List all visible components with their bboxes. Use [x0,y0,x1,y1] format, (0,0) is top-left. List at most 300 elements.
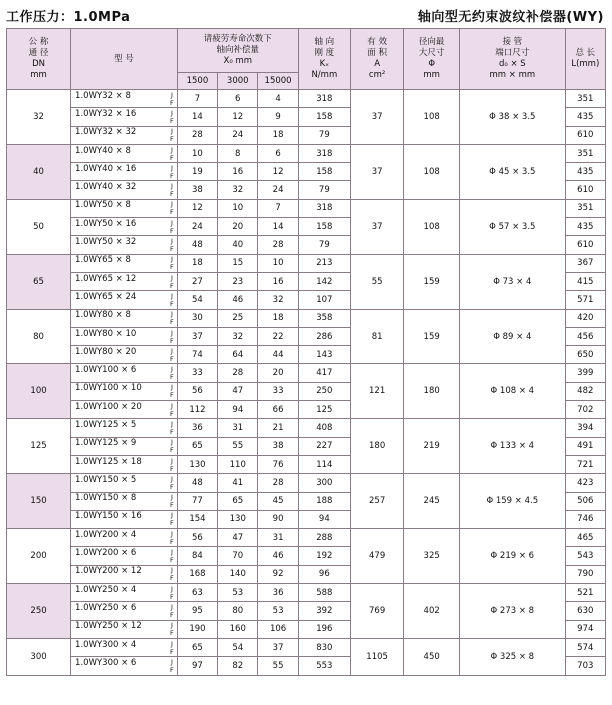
jf-marker-bottom: F [170,556,174,565]
jf-marker-top: J [170,548,173,557]
effective-area-cell: 121 [350,364,403,419]
model-label: 1.0WY80 × 8 [75,310,131,321]
model-cell [71,291,178,309]
jf-marker-top: J [170,621,173,630]
compensation-1500-cell: 112 [177,401,217,419]
effective-area-cell: 1105 [350,638,403,675]
model-label: 1.0WY32 × 16 [75,108,137,119]
compensation-15000-cell: 18 [258,126,298,144]
compensation-1500-cell: 18 [177,254,217,272]
compensation-1500-cell: 190 [177,620,217,638]
compensation-3000-cell: 94 [218,401,258,419]
total-length-cell: 610 [565,126,605,144]
compensation-3000-cell: 32 [218,181,258,199]
model-cell [71,657,178,675]
model-cell [71,364,178,382]
nominal-diameter-cell: 250 [7,584,71,639]
jf-marker [170,255,177,271]
axial-stiffness-cell: 288 [298,529,350,547]
jf-marker [170,457,177,473]
jf-marker-bottom: F [170,574,174,583]
total-length-cell: 399 [565,364,605,382]
table-row [7,638,606,656]
compensation-3000-cell: 24 [218,126,258,144]
radial-size-cell: 402 [404,584,460,639]
compensation-15000-cell: 10 [258,254,298,272]
jf-marker-bottom: F [170,482,174,491]
header-pipe-line: 接 管 [502,37,523,47]
model-label: 1.0WY250 × 6 [75,602,137,613]
jf-marker-bottom: F [170,116,174,125]
jf-marker-top: J [170,474,173,483]
model-cell [71,565,178,583]
jf-marker-top: J [170,200,173,209]
header-length-line: L(mm) [571,59,600,69]
compensation-1500-cell: 38 [177,181,217,199]
compensation-3000-cell: 8 [218,144,258,162]
model-cell [71,455,178,473]
total-length-cell: 351 [565,90,605,108]
jf-marker [170,585,177,601]
effective-area-cell: 81 [350,309,403,364]
nominal-diameter-cell: 32 [7,90,71,145]
compensation-15000-cell: 24 [258,181,298,199]
header-cycles-15000: 15000 [258,73,298,90]
model-cell [71,584,178,602]
compensation-15000-cell: 36 [258,584,298,602]
axial-stiffness-cell: 830 [298,638,350,656]
model-label: 1.0WY80 × 20 [75,346,137,357]
model-label: 1.0WY200 × 6 [75,548,137,559]
pipe-end-size-cell: Φ 133 × 4 [460,419,566,474]
compensation-15000-cell: 55 [258,657,298,675]
jf-marker-bottom: F [170,665,174,674]
jf-marker [170,658,177,674]
jf-marker-top: J [170,346,173,355]
compensation-15000-cell: 90 [258,510,298,528]
table-row [7,529,606,547]
compensation-3000-cell: 23 [218,272,258,290]
compensation-3000-cell: 46 [218,291,258,309]
compensation-3000-cell: 160 [218,620,258,638]
compensation-15000-cell: 20 [258,364,298,382]
total-length-cell: 610 [565,181,605,199]
total-length-cell: 521 [565,584,605,602]
jf-marker-top: J [170,602,173,611]
model-cell [71,272,178,290]
model-cell [71,199,178,217]
model-cell [71,419,178,437]
model-label: 1.0WY125 × 5 [75,419,137,430]
axial-stiffness-cell: 158 [298,218,350,236]
compensation-3000-cell: 82 [218,657,258,675]
compensation-1500-cell: 7 [177,90,217,108]
model-cell [71,602,178,620]
pipe-end-size-cell: Φ 45 × 3.5 [460,144,566,199]
compensation-15000-cell: 12 [258,163,298,181]
header-fatigue-line: 轴向补偿量 [216,45,260,55]
product-series-title: 轴向型无约束波纹补偿器(WY) [417,10,604,25]
axial-stiffness-cell: 286 [298,327,350,345]
jf-marker-top: J [170,566,173,575]
jf-marker-top: J [170,218,173,227]
jf-marker [170,548,177,564]
header-length-line: 总 长 [575,48,596,58]
radial-size-cell: 180 [404,364,460,419]
effective-area-cell: 257 [350,474,403,529]
model-label: 1.0WY125 × 9 [75,438,137,449]
jf-marker-bottom: F [170,446,174,455]
header-radial-line: 大尺寸 [418,48,445,58]
total-length-cell: 491 [565,437,605,455]
jf-marker-bottom: F [170,263,174,272]
jf-marker [170,91,177,107]
jf-marker-top: J [170,438,173,447]
compensation-15000-cell: 6 [258,144,298,162]
header-stiffness-line: N/mm [311,70,338,80]
jf-marker-top: J [170,419,173,428]
total-length-cell: 351 [565,199,605,217]
jf-marker [170,219,177,235]
axial-stiffness-cell: 158 [298,163,350,181]
jf-marker-top: J [170,108,173,117]
compensation-1500-cell: 65 [177,638,217,656]
table-row [7,419,606,437]
model-cell [71,437,178,455]
jf-marker [170,420,177,436]
axial-stiffness-cell: 79 [298,236,350,254]
compensation-15000-cell: 33 [258,382,298,400]
compensation-1500-cell: 10 [177,144,217,162]
jf-marker-bottom: F [170,299,174,308]
jf-marker-top: J [170,328,173,337]
header-radial-line: Φ [428,59,436,69]
model-label: 1.0WY250 × 12 [75,621,142,632]
model-cell [71,90,178,108]
model-cell [71,547,178,565]
axial-stiffness-cell: 196 [298,620,350,638]
jf-marker [170,475,177,491]
model-label: 1.0WY40 × 32 [75,182,137,193]
table-row [7,474,606,492]
jf-marker-bottom: F [170,135,174,144]
compensation-1500-cell: 19 [177,163,217,181]
compensation-3000-cell: 28 [218,364,258,382]
jf-marker-bottom: F [170,409,174,418]
total-length-cell: 415 [565,272,605,290]
model-cell [71,346,178,364]
jf-marker [170,347,177,363]
compensation-3000-cell: 80 [218,602,258,620]
jf-marker-top: J [170,365,173,374]
axial-stiffness-cell: 318 [298,90,350,108]
axial-stiffness-cell: 213 [298,254,350,272]
radial-size-cell: 108 [404,199,460,254]
axial-stiffness-cell: 96 [298,565,350,583]
jf-marker-bottom: F [170,519,174,528]
compensation-1500-cell: 12 [177,199,217,217]
model-label: 1.0WY50 × 16 [75,218,137,229]
nominal-diameter-cell: 150 [7,474,71,529]
pipe-end-size-cell: Φ 219 × 6 [460,529,566,584]
jf-marker [170,621,177,637]
compensation-3000-cell: 15 [218,254,258,272]
jf-marker-top: J [170,182,173,191]
compensation-3000-cell: 20 [218,218,258,236]
compensation-1500-cell: 27 [177,272,217,290]
total-length-cell: 543 [565,547,605,565]
header-dn-line: 通 径 [28,48,49,58]
header-radial [404,29,460,90]
model-label: 1.0WY200 × 4 [75,529,137,540]
axial-stiffness-cell: 300 [298,474,350,492]
model-label: 1.0WY125 × 18 [75,456,142,467]
model-cell [71,309,178,327]
header-area-line: cm² [368,70,386,80]
pipe-end-size-cell: Φ 73 × 4 [460,254,566,309]
nominal-diameter-cell: 100 [7,364,71,419]
compensation-3000-cell: 65 [218,492,258,510]
compensation-15000-cell: 14 [258,218,298,236]
effective-area-cell: 37 [350,144,403,199]
model-label: 1.0WY80 × 10 [75,328,137,339]
compensation-15000-cell: 21 [258,419,298,437]
compensation-1500-cell: 77 [177,492,217,510]
radial-size-cell: 450 [404,638,460,675]
jf-marker-top: J [170,163,173,172]
model-label: 1.0WY250 × 4 [75,584,137,595]
compensation-3000-cell: 47 [218,382,258,400]
header-dn-line: DN [32,59,45,69]
model-label: 1.0WY100 × 20 [75,401,142,412]
header-cycles-1500: 1500 [177,73,217,90]
header-dn-line: 公 称 [28,37,49,47]
jf-marker [170,566,177,582]
specification-table-body [7,90,606,676]
total-length-cell: 482 [565,382,605,400]
jf-marker-top: J [170,383,173,392]
compensation-15000-cell: 22 [258,327,298,345]
compensation-3000-cell: 140 [218,565,258,583]
model-cell [71,144,178,162]
header-pipe-line: mm × mm [489,70,536,80]
compensation-1500-cell: 74 [177,346,217,364]
compensation-15000-cell: 4 [258,90,298,108]
jf-marker-bottom: F [170,208,174,217]
header-pipe [460,29,566,90]
axial-stiffness-cell: 94 [298,510,350,528]
compensation-15000-cell: 31 [258,529,298,547]
jf-marker [170,329,177,345]
compensation-1500-cell: 48 [177,474,217,492]
axial-stiffness-cell: 417 [298,364,350,382]
jf-marker-top: J [170,511,173,520]
effective-area-cell: 479 [350,529,403,584]
axial-stiffness-cell: 142 [298,272,350,290]
pipe-end-size-cell: Φ 108 × 4 [460,364,566,419]
model-cell [71,254,178,272]
compensation-3000-cell: 47 [218,529,258,547]
compensation-1500-cell: 28 [177,126,217,144]
jf-marker [170,493,177,509]
radial-size-cell: 108 [404,90,460,145]
header-radial-line: mm [423,70,440,80]
axial-stiffness-cell: 79 [298,126,350,144]
compensation-3000-cell: 130 [218,510,258,528]
specification-table [6,28,606,676]
model-label: 1.0WY65 × 8 [75,255,131,266]
total-length-cell: 423 [565,474,605,492]
model-label: 1.0WY32 × 32 [75,127,137,138]
compensation-1500-cell: 65 [177,437,217,455]
model-cell [71,163,178,181]
compensation-15000-cell: 76 [258,455,298,473]
radial-size-cell: 159 [404,309,460,364]
model-label: 1.0WY200 × 12 [75,566,142,577]
jf-marker-bottom: F [170,464,174,473]
compensation-3000-cell: 6 [218,90,258,108]
jf-marker-bottom: F [170,373,174,382]
total-length-cell: 435 [565,218,605,236]
model-cell [71,236,178,254]
model-label: 1.0WY65 × 24 [75,291,137,302]
jf-marker [170,530,177,546]
model-label: 1.0WY150 × 16 [75,511,142,522]
model-label: 1.0WY150 × 5 [75,474,137,485]
total-length-cell: 456 [565,327,605,345]
model-cell [71,529,178,547]
jf-marker-top: J [170,584,173,593]
compensation-3000-cell: 31 [218,419,258,437]
jf-marker [170,603,177,619]
working-pressure-title: 工作压力：1.0MPa [6,10,131,25]
compensation-15000-cell: 18 [258,309,298,327]
compensation-1500-cell: 168 [177,565,217,583]
jf-marker [170,109,177,125]
axial-stiffness-cell: 250 [298,382,350,400]
model-label: 1.0WY50 × 32 [75,237,137,248]
jf-marker-bottom: F [170,610,174,619]
jf-marker-top: J [170,291,173,300]
table-row [7,90,606,108]
jf-marker-bottom: F [170,318,174,327]
model-label: 1.0WY100 × 6 [75,365,137,376]
axial-stiffness-cell: 588 [298,584,350,602]
radial-size-cell: 159 [404,254,460,309]
jf-marker-bottom: F [170,501,174,510]
jf-marker-bottom: F [170,354,174,363]
compensation-3000-cell: 64 [218,346,258,364]
total-length-cell: 367 [565,254,605,272]
jf-marker-top: J [170,273,173,282]
jf-marker [170,292,177,308]
compensation-15000-cell: 53 [258,602,298,620]
compensation-3000-cell: 55 [218,437,258,455]
header-radial-line: 径向最 [418,37,445,47]
compensation-3000-cell: 54 [218,638,258,656]
compensation-15000-cell: 28 [258,474,298,492]
compensation-1500-cell: 84 [177,547,217,565]
jf-marker-top: J [170,310,173,319]
header-model: 型 号 [71,29,178,90]
compensation-1500-cell: 36 [177,419,217,437]
radial-size-cell: 245 [404,474,460,529]
model-cell [71,218,178,236]
pipe-end-size-cell: Φ 57 × 3.5 [460,199,566,254]
nominal-diameter-cell: 50 [7,199,71,254]
jf-marker [170,310,177,326]
compensation-15000-cell: 45 [258,492,298,510]
header-pipe-line: d₀ × S [498,59,526,69]
nominal-diameter-cell: 200 [7,529,71,584]
pipe-end-size-cell: Φ 325 × 8 [460,638,566,675]
total-length-cell: 703 [565,657,605,675]
header-pipe-line: 端口尺寸 [495,48,530,58]
jf-marker-top: J [170,529,173,538]
total-length-cell: 351 [565,144,605,162]
compensation-15000-cell: 37 [258,638,298,656]
jf-marker-bottom: F [170,171,174,180]
jf-marker-top: J [170,401,173,410]
compensation-1500-cell: 56 [177,529,217,547]
model-label: 1.0WY40 × 16 [75,163,137,174]
compensation-15000-cell: 44 [258,346,298,364]
jf-marker-bottom: F [170,647,174,656]
jf-marker [170,200,177,216]
total-length-cell: 650 [565,346,605,364]
header-fatigue-line: 请疲劳寿命次数下 [203,34,272,44]
compensation-1500-cell: 95 [177,602,217,620]
compensation-1500-cell: 30 [177,309,217,327]
jf-marker-bottom: F [170,281,174,290]
jf-marker-top: J [170,657,173,666]
jf-marker-bottom: F [170,592,174,601]
compensation-3000-cell: 12 [218,108,258,126]
effective-area-cell: 55 [350,254,403,309]
jf-marker-bottom: F [170,391,174,400]
jf-marker-bottom: F [170,427,174,436]
compensation-15000-cell: 92 [258,565,298,583]
nominal-diameter-cell: 80 [7,309,71,364]
effective-area-cell: 37 [350,90,403,145]
jf-marker-top: J [170,145,173,154]
compensation-1500-cell: 48 [177,236,217,254]
axial-stiffness-cell: 125 [298,401,350,419]
axial-stiffness-cell: 114 [298,455,350,473]
axial-stiffness-cell: 158 [298,108,350,126]
jf-marker-top: J [170,493,173,502]
nominal-diameter-cell: 65 [7,254,71,309]
axial-stiffness-cell: 553 [298,657,350,675]
jf-marker [170,365,177,381]
total-length-cell: 420 [565,309,605,327]
total-length-cell: 435 [565,108,605,126]
jf-marker-top: J [170,255,173,264]
jf-marker-bottom: F [170,226,174,235]
jf-marker-bottom: F [170,537,174,546]
model-label: 1.0WY300 × 4 [75,639,137,650]
compensation-3000-cell: 40 [218,236,258,254]
total-length-cell: 610 [565,236,605,254]
axial-stiffness-cell: 358 [298,309,350,327]
nominal-diameter-cell: 40 [7,144,71,199]
jf-marker [170,383,177,399]
axial-stiffness-cell: 392 [298,602,350,620]
model-cell [71,638,178,656]
model-cell [71,492,178,510]
total-length-cell: 465 [565,529,605,547]
model-label: 1.0WY40 × 8 [75,145,131,156]
